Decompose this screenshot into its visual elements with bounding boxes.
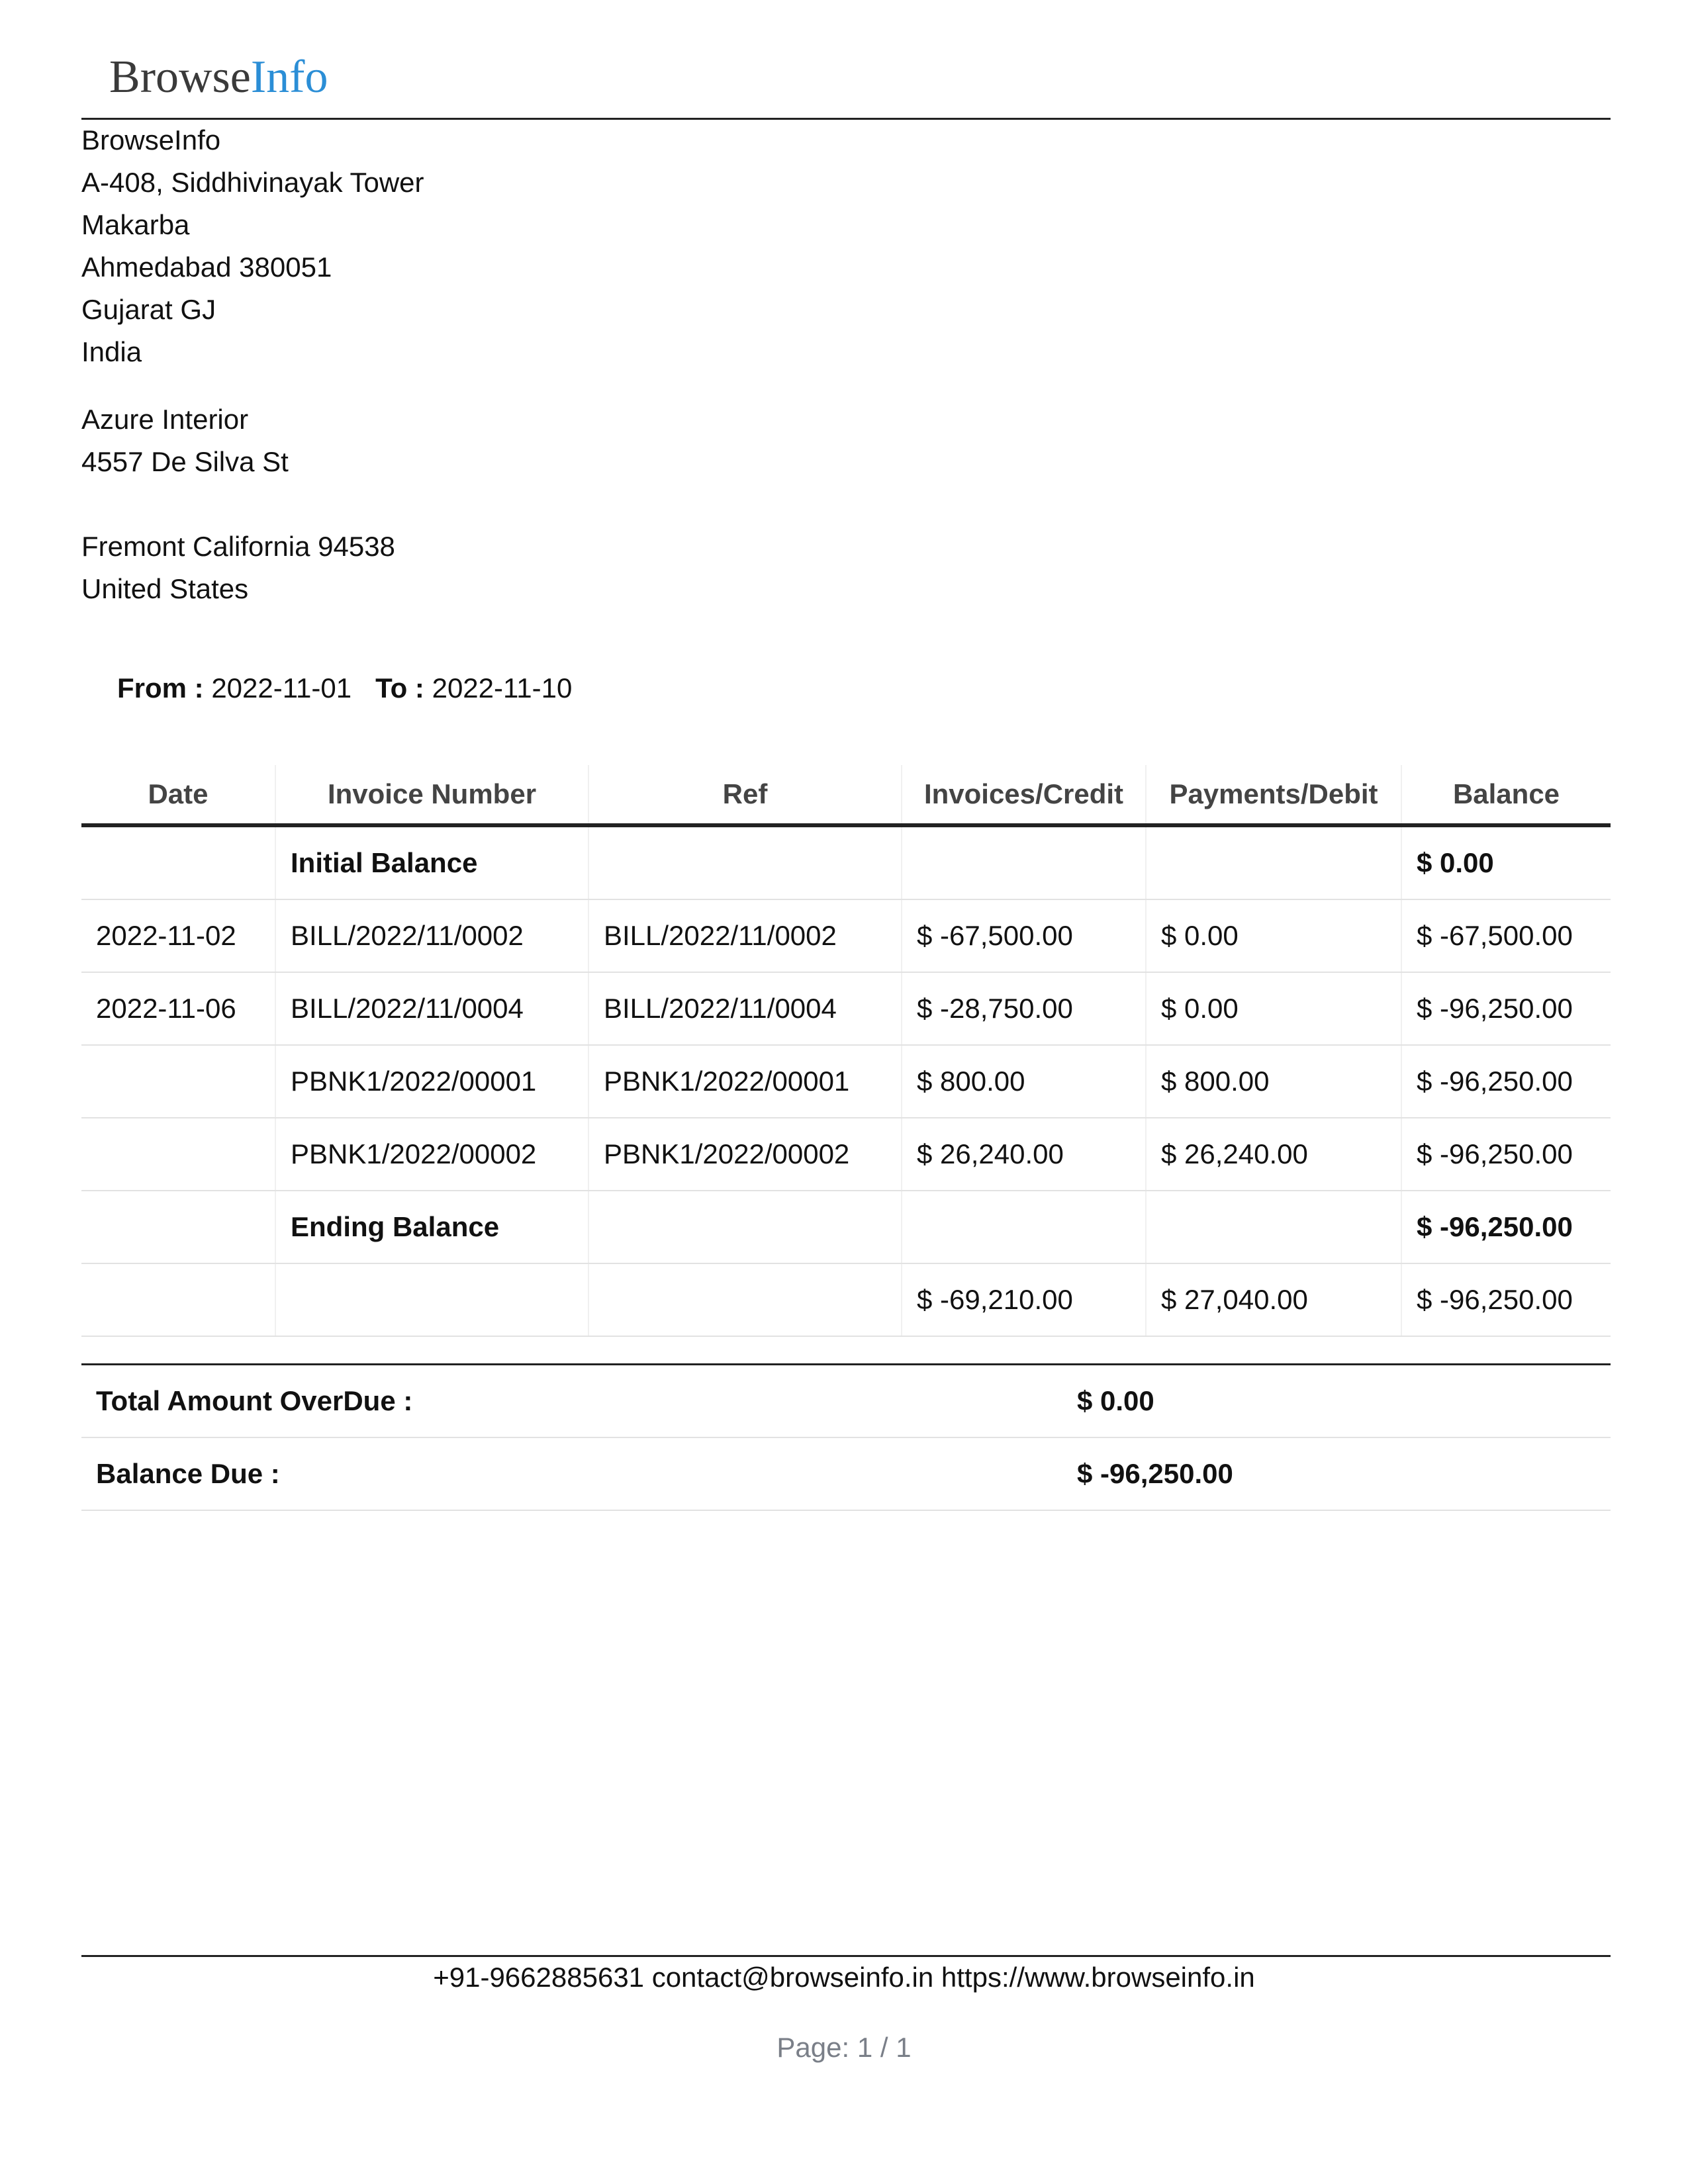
- total-overdue-value: $ 0.00: [1062, 1365, 1611, 1438]
- cell-balance: $ -96,250.00: [1401, 1191, 1611, 1263]
- cell-balance: $ 0.00: [1401, 825, 1611, 899]
- footer-contact: +91-9662885631 contact@browseinfo.in https://www.browseinfo.in: [433, 1962, 1255, 1993]
- cell-payments-debit: $ 0.00: [1146, 899, 1401, 972]
- cell-invoices-credit: $ -69,210.00: [902, 1263, 1146, 1336]
- cell-balance: $ -96,250.00: [1401, 1045, 1611, 1118]
- cell-ref: BILL/2022/11/0004: [588, 972, 902, 1045]
- cell-date: 2022-11-06: [81, 972, 275, 1045]
- totals-row-overdue: [81, 1365, 1611, 1438]
- column-header-ref: Ref: [588, 765, 902, 825]
- cell-payments-debit: $ 0.00: [1146, 972, 1401, 1045]
- logo-text-info: Info: [250, 52, 328, 103]
- company-address-line: India: [81, 336, 142, 367]
- page-total: 1: [896, 2032, 912, 2063]
- cell-payments-debit: [1146, 825, 1401, 899]
- table-header-row: [81, 765, 1611, 825]
- cell-balance: $ -96,250.00: [1401, 972, 1611, 1045]
- cell-date: [81, 1263, 275, 1336]
- table-row: [81, 1045, 1611, 1118]
- column-header-date: Date: [81, 765, 275, 825]
- cell-date: [81, 1118, 275, 1191]
- cell-invoices-credit: $ -67,500.00: [902, 899, 1146, 972]
- company-address-line: BrowseInfo: [81, 124, 221, 156]
- cell-date: [81, 1045, 275, 1118]
- cell-balance: $ -96,250.00: [1401, 1263, 1611, 1336]
- cell-ref: [588, 1263, 902, 1336]
- cell-payments-debit: [1146, 1191, 1401, 1263]
- cell-invoice-number: BILL/2022/11/0004: [275, 972, 588, 1045]
- cell-invoices-credit: [902, 825, 1146, 899]
- column-header-balance: Balance: [1401, 765, 1611, 825]
- balance-due-label: Balance Due :: [81, 1437, 1062, 1510]
- table-row: [81, 972, 1611, 1045]
- cell-ref: PBNK1/2022/00002: [588, 1118, 902, 1191]
- to-date: 2022-11-10: [432, 672, 573, 704]
- partner-address-line: United States: [81, 573, 249, 604]
- partner-address-line: Fremont California 94538: [81, 531, 395, 562]
- partner-address-line: 4557 De Silva St: [81, 446, 289, 477]
- cell-balance: $ -67,500.00: [1401, 899, 1611, 972]
- page-label: Page:: [776, 2032, 850, 2063]
- column-header-payments-debit: Payments/Debit: [1146, 765, 1401, 825]
- table-row: [81, 1191, 1611, 1263]
- cell-invoice-number: PBNK1/2022/00001: [275, 1045, 588, 1118]
- statement-period: [117, 667, 572, 709]
- cell-invoice-number: PBNK1/2022/00002: [275, 1118, 588, 1191]
- totals-row-balance-due: [81, 1437, 1611, 1510]
- statement-table: [81, 765, 1611, 1337]
- table-row: [81, 899, 1611, 972]
- partner-address-line: [81, 483, 395, 525]
- table-row: [81, 1263, 1611, 1336]
- cell-invoice-number: BILL/2022/11/0002: [275, 899, 588, 972]
- table-row: [81, 825, 1611, 899]
- statement-table-body: [81, 825, 1611, 1336]
- cell-invoices-credit: [902, 1191, 1146, 1263]
- company-address: [81, 119, 424, 373]
- page-current: 1: [857, 2032, 873, 2063]
- partner-address: [81, 398, 395, 610]
- cell-payments-debit: $ 27,040.00: [1146, 1263, 1401, 1336]
- balance-due-value: $ -96,250.00: [1062, 1437, 1611, 1510]
- column-header-invoices-credit: Invoices/Credit: [902, 765, 1146, 825]
- company-logo: [109, 48, 328, 107]
- to-label: To :: [375, 672, 424, 704]
- from-date: 2022-11-01: [211, 672, 352, 704]
- company-address-line: A-408, Siddhivinayak Tower: [81, 167, 424, 198]
- cell-invoices-credit: $ 800.00: [902, 1045, 1146, 1118]
- cell-ref: [588, 825, 902, 899]
- column-header-invoice-number: Invoice Number: [275, 765, 588, 825]
- from-label: From :: [117, 672, 204, 704]
- cell-ref: BILL/2022/11/0002: [588, 899, 902, 972]
- cell-invoice-number: Initial Balance: [275, 825, 588, 899]
- partner-address-line: Azure Interior: [81, 404, 249, 435]
- cell-date: [81, 825, 275, 899]
- cell-invoice-number: Ending Balance: [275, 1191, 588, 1263]
- cell-invoice-number: [275, 1263, 588, 1336]
- cell-date: 2022-11-02: [81, 899, 275, 972]
- total-overdue-label: Total Amount OverDue :: [81, 1365, 1062, 1438]
- cell-date: [81, 1191, 275, 1263]
- cell-ref: PBNK1/2022/00001: [588, 1045, 902, 1118]
- company-address-line: Gujarat GJ: [81, 294, 216, 325]
- logo-text-browse: Browse: [109, 52, 251, 103]
- table-row: [81, 1118, 1611, 1191]
- cell-invoices-credit: $ -28,750.00: [902, 972, 1146, 1045]
- cell-payments-debit: $ 26,240.00: [1146, 1118, 1401, 1191]
- cell-invoices-credit: $ 26,240.00: [902, 1118, 1146, 1191]
- cell-balance: $ -96,250.00: [1401, 1118, 1611, 1191]
- cell-ref: [588, 1191, 902, 1263]
- page-number: Page: 1 / 1: [776, 2032, 912, 2063]
- totals-table: [81, 1363, 1611, 1511]
- company-address-line: Ahmedabad 380051: [81, 251, 332, 283]
- company-address-line: Makarba: [81, 209, 190, 240]
- cell-payments-debit: $ 800.00: [1146, 1045, 1401, 1118]
